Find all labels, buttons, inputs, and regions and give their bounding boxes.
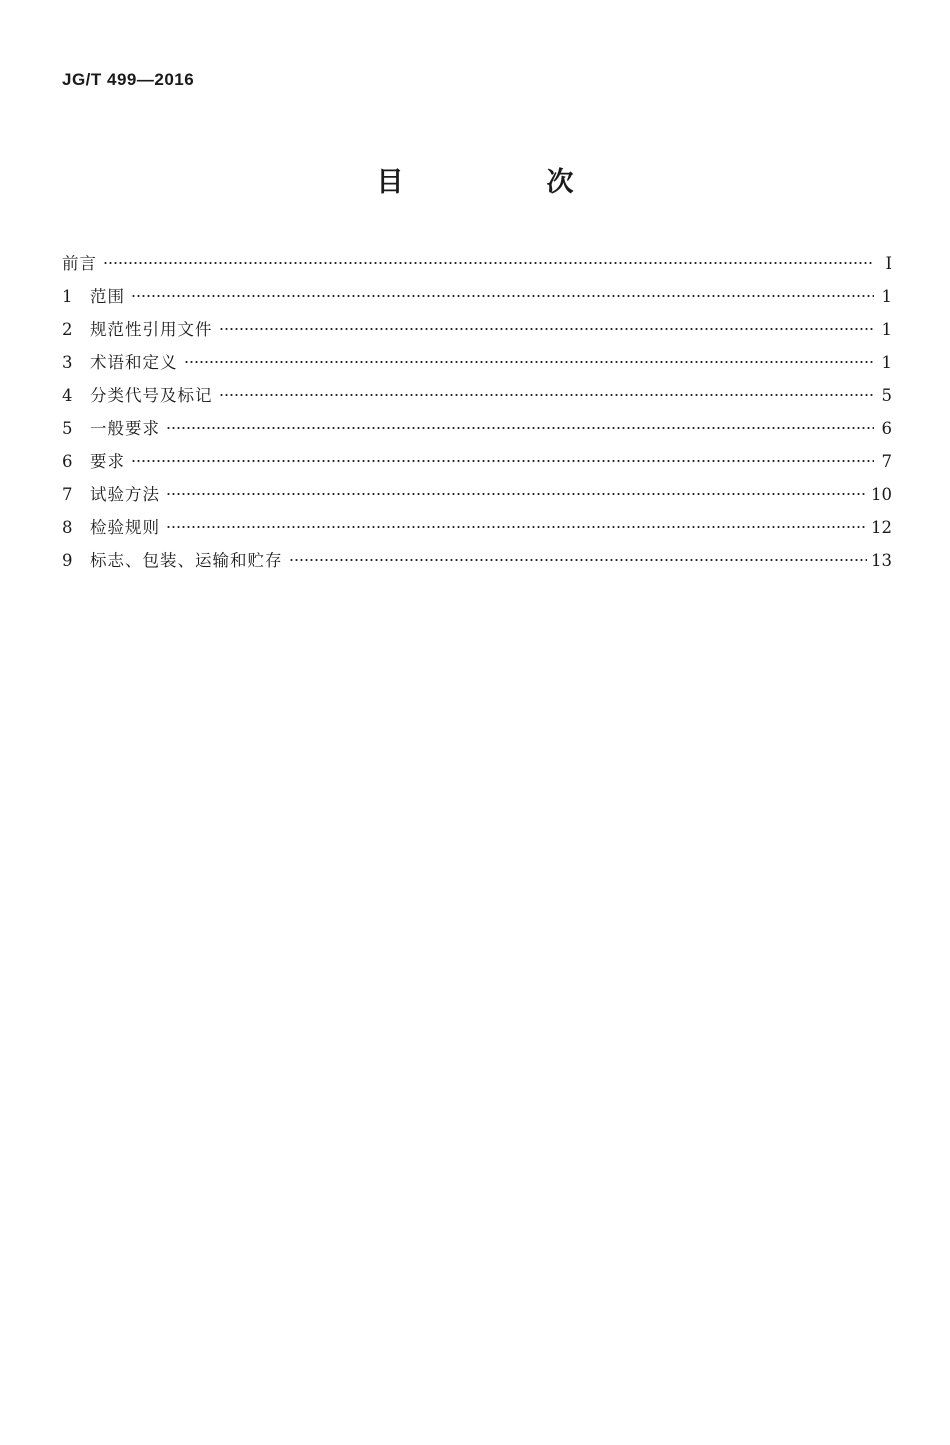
toc-entry-number: 4: [62, 386, 73, 405]
toc-entry-label: 术语和定义: [90, 353, 178, 372]
toc-entry-number: 8: [62, 518, 73, 537]
toc-entry-page: 1: [881, 287, 892, 306]
toc-leader-dots: [184, 360, 875, 364]
toc-leader-dots: [131, 294, 874, 298]
toc-leader-dots: [103, 261, 874, 265]
toc-entry-label: 要求: [90, 452, 125, 471]
toc-leader-dots: [166, 525, 867, 529]
toc-entry-label: 试验方法: [90, 485, 160, 504]
toc-leader-dots: [219, 327, 875, 331]
toc-entry-7[interactable]: [62, 481, 892, 514]
toc-entry-page: 7: [881, 452, 892, 471]
toc-entry-page: 12: [871, 518, 892, 537]
toc-entry-label: 检验规则: [90, 518, 160, 537]
toc-entry-label: 规范性引用文件: [90, 320, 213, 339]
toc-entry-foreword[interactable]: [62, 250, 892, 283]
table-of-contents: [62, 250, 892, 580]
toc-entry-page: 10: [871, 485, 892, 504]
toc-entry-label: 前言: [62, 254, 97, 273]
toc-entry-page: 1: [881, 320, 892, 339]
toc-entry-9[interactable]: [62, 547, 892, 580]
toc-entry-number: 9: [62, 551, 73, 570]
toc-entry-label: 分类代号及标记: [90, 386, 213, 405]
toc-entry-6[interactable]: [62, 448, 892, 481]
toc-entry-label: 标志、包装、运输和贮存: [90, 551, 283, 570]
standard-code: JG/T 499—2016: [62, 70, 195, 89]
page-title: 目 次: [376, 167, 632, 198]
toc-entry-page: Ⅰ: [885, 254, 892, 273]
toc-leader-dots: [131, 459, 874, 463]
toc-entry-4[interactable]: [62, 382, 892, 415]
toc-leader-dots: [219, 393, 875, 397]
toc-entry-label: 范围: [90, 287, 125, 306]
toc-entry-number: 3: [62, 353, 73, 372]
toc-entry-8[interactable]: [62, 514, 892, 547]
toc-entry-number: 2: [62, 320, 73, 339]
toc-leader-dots: [166, 492, 867, 496]
toc-entry-1[interactable]: [62, 283, 892, 316]
toc-leader-dots: [166, 426, 874, 430]
toc-entry-page: 5: [881, 386, 892, 405]
toc-entry-page: 1: [881, 353, 892, 372]
toc-entry-number: 1: [62, 287, 73, 306]
toc-leader-dots: [289, 558, 868, 562]
toc-entry-number: 5: [62, 419, 73, 438]
toc-entry-page: 6: [881, 419, 892, 438]
toc-entry-2[interactable]: [62, 316, 892, 349]
toc-entry-page: 13: [871, 551, 892, 570]
toc-entry-5[interactable]: [62, 415, 892, 448]
toc-entry-3[interactable]: [62, 349, 892, 382]
toc-entry-label: 一般要求: [90, 419, 160, 438]
toc-entry-number: 6: [62, 452, 73, 471]
toc-entry-number: 7: [62, 485, 73, 504]
